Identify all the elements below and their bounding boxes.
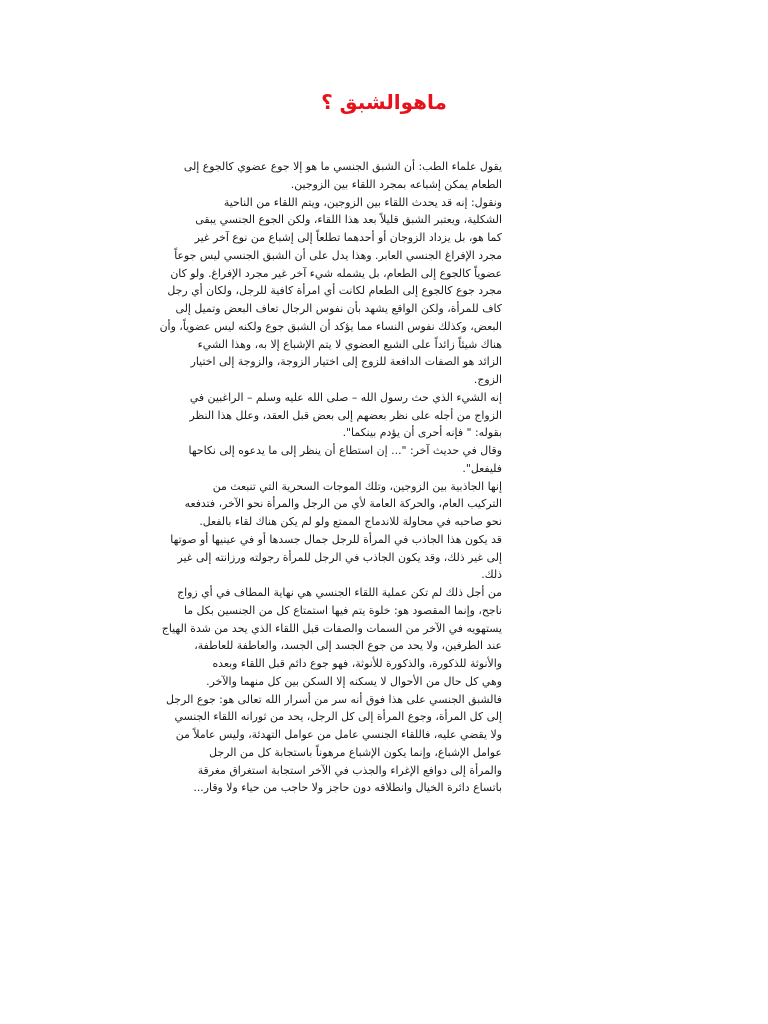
text-line: نحو صاحبه في محاولة للاندماج الممتع ولو لم يكن هناك لقاء بالفعل. [199,515,502,528]
text-line: مجرد جوع كالجوع إلى الطعام لكانت أي امرأة كافية للرجل، ولكان أي رجل [167,284,502,298]
text-line: بقوله: " فإنه أحرى أن يؤدم بينكما". [342,426,502,440]
text-line: والمرأة إلى دوافع الإغراء والجذب في الآخر استجابة استغراق مغرقة [197,763,502,777]
text-line: باتساع دائرة الخيال وانطلاقه دون حاجز ولا حاجب من حياء ولا وقار... [193,781,502,795]
text-line: التركيب العام، والحركة العامة لأي من الرجل والمرأة نحو الآخر، فتدفعه [184,497,502,511]
text-line: عند الطرفين، ولا يحد من جوع الجسد إلى الجسد، والعاطفة للعاطفة، [194,639,502,653]
text-line: ذلك. [481,568,502,582]
document-body [159,158,502,797]
text-line: ولا يقضي عليه، فاللقاء الجنسي عامل من عوامل التهدئة، وليس عاملاً من [175,728,502,741]
text-line: من أجل ذلك لم تكن عملية اللقاء الجنسي هي نهاية المطاف في أي زواج [177,586,502,599]
document-title: ماهوالشبق ؟ [321,90,447,114]
text-line: عوامل الإشباع، وإنما يكون الإشباع مرهوناً باستجابة كل من الرجل [209,745,502,759]
text-line: وهي كل حال من الأحوال لا يسكنه إلا السكن بين كل منهما والآخر. [206,674,502,688]
text-line: إنها الجاذبية بين الزوجين، وتلك الموجات السحرية التي تنبعث من [212,479,502,493]
text-line: ونقول: إنه قد يحدث اللقاء بين الزوجين، ويتم اللقاء من الناحية [223,195,502,209]
text-line: إلى كل المرأة، وجوع المرأة إلى كل الرجل، يحد من ثورانه اللقاء الجنسي [174,710,502,724]
text-line: فالشبق الجنسي على هذا فوق أنه سر من أسرار الله تعالى هو: جوع الرجل [166,692,502,706]
text-line: يقول علماء الطب: أن الشبق الجنسي ما هو إلا جوع عضوي كالجوع إلى [183,160,502,173]
text-line: والأنوثة للذكورة، والذكورة للأنوثة، فهو جوع دائم قبل اللقاء وبعده [212,657,502,670]
text-line: الزوج. [473,373,502,386]
text-line: كاف للمرأة، ولكن الواقع يشهد بأن نفوس الرجال تعاف البعض وتميل إلى [175,302,502,315]
text-line: عضوياً كالجوع إلى الطعام، بل يشمله شيء آخر غير مجرد الإفراغ. ولو كان [170,266,502,280]
text-line: الطعام يمكن إشباعه بمجرد اللقاء بين الزوجين. [290,177,502,191]
text-line: الزواج من أجله على نظر بعضهم إلى بعض قبل العقد، وعلل هذا النظر [189,408,502,422]
text-line: البعض، وكذلك نفوس النساء مما يؤكد أن الشبق جوع ولكنه ليس عضوياً، وأن [159,319,502,333]
text-line: يستهويه في الآخر من السمات والصفات قبل اللقاء الذي يحد من شدة الهياج [161,621,502,635]
text-line: الزائد هو الصفات الدافعة للزوج إلى اختيار الزوجة، والزوجة إلى اختيار [190,355,502,369]
text-line: إنه الشيء الذي حث رسول الله – صلى الله عليه وسلم – الراغبين في [189,390,502,404]
text-line: ناجح، وإنما المقصود هو: خلوة يتم فيها استمتاع كل من الجنسين بكل ما [183,603,502,617]
text-line: إلى غير ذلك، وقد يكون الجاذب في الرجل للمرأة رجولته ورزانته إلى غير [177,550,502,564]
text-line: وقال في حديث آخر: "... إن استطاع أن ينظر إلى ما يدعوه إلى نكاحها [188,444,502,457]
text-line: قد يكون هذا الجاذب في المرأة للرجل جمال جسدها أو في عينيها أو صوتها [170,532,502,546]
text-line: فليفعل". [462,461,502,475]
text-line: كما هو، بل يزداد الزوجان أو أحدهما تطلعاً إلى إشباع من نوع آخر غير [194,231,502,244]
text-line: الشكلية، ويعتبر الشبق قليلاً بعد هذا اللقاء، ولكن الجوع الجنسي يبقى [195,213,502,227]
text-line: هناك شيئاً زائداً على الشبع العضوي لا يتم الإشباع إلا به، وهذا الشيء [197,337,502,351]
text-line: مجرد الإفراغ الجنسي العابر. وهذا يدل على أن الشبق الجنسي ليس جوعاً [174,248,502,262]
